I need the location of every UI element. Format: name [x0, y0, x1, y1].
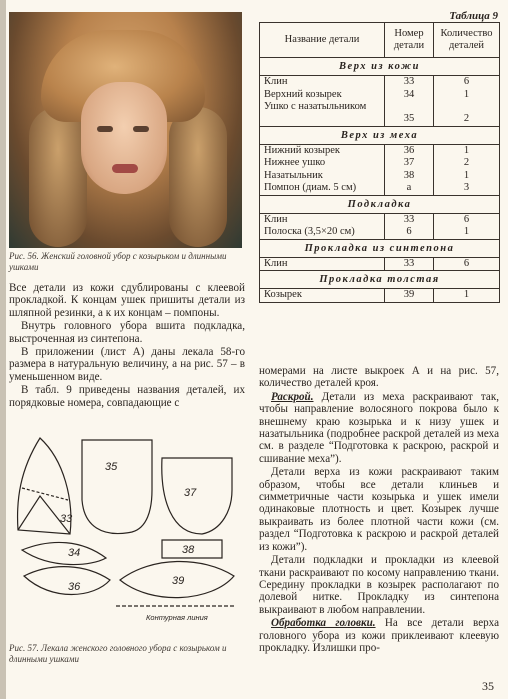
paragraph [259, 391, 499, 465]
part-name: Козырек [264, 289, 302, 300]
part-count: 2 [463, 157, 470, 168]
cell-name [260, 289, 385, 303]
part-count: 1 [463, 289, 470, 300]
table-section-row [260, 58, 500, 76]
part-count: 1 [463, 88, 470, 100]
cell-count [434, 257, 500, 271]
piece-label-34: 34 [68, 547, 81, 559]
table-row [260, 213, 500, 239]
cell-number [385, 144, 434, 195]
part-name: Нижнее ушко [264, 157, 326, 168]
cell-count [434, 76, 500, 127]
part-number: 37 [403, 157, 415, 168]
paragraph: Внутрь головного убора вшита подкладка, выстроченная из синтепона. [9, 320, 245, 345]
part-name: Клин [264, 76, 288, 87]
pattern-piece-37 [162, 458, 232, 534]
left-eye [97, 126, 113, 132]
section-title: Верх из кожи [260, 58, 500, 76]
paragraph: В табл. 9 приведены названия деталей, их порядковые номера, совпадающие с [9, 384, 245, 409]
header-name: Название детали [260, 23, 385, 58]
part-number: а [406, 182, 412, 193]
cell-name [260, 257, 385, 271]
left-earflap [29, 107, 87, 247]
piece-label-38: 38 [182, 544, 195, 556]
paragraph [259, 617, 499, 654]
cell-name [260, 76, 385, 127]
piece-label-35: 35 [105, 461, 118, 473]
part-name: Помпон (диам. 5 см) [264, 182, 357, 193]
table-header-row [260, 23, 500, 58]
cell-number [385, 257, 434, 271]
model-face [81, 82, 167, 194]
cell-name [260, 213, 385, 239]
lips [112, 164, 138, 173]
part-name: Клин [264, 213, 288, 225]
part-number: 34 [403, 88, 415, 100]
part-number: 33 [403, 213, 415, 225]
paragraph: Все детали из кожи сдублированы с клеевой прокладкой. К концам ушек пришиты детали из шляпной резинки, а к их концам – помпоны. [9, 282, 245, 319]
table-section-row [260, 195, 500, 213]
right-column-text [259, 365, 499, 655]
photo-caption: Рис. 56. Женский головной убор с козырьком и длинными ушками [9, 251, 227, 272]
table-title: Таблица 9 [449, 10, 498, 22]
table-row [260, 289, 500, 303]
part-count: 3 [463, 182, 470, 193]
part-name: Назатыльник [264, 169, 323, 181]
paragraph: Детали подкладки и прокладки из клеевой ткани раскраивают по косому направлению ткани. Середину прокладки в козырек располагают по долевой нитке. Прокладку из синтепона выкраивают в любом направлении. [259, 554, 499, 616]
part-number: 33 [403, 76, 415, 87]
pattern-piece-34 [22, 542, 106, 564]
section-title: Верх из меха [260, 126, 500, 144]
cell-name [260, 144, 385, 195]
table-row [260, 257, 500, 271]
part-number: 33 [403, 257, 415, 269]
cell-number [385, 289, 434, 303]
left-column-text [9, 282, 245, 410]
paragraph-body: Детали из меха раскраивают так, чтобы направление волосяного покрова было к внешнему краю козырька и к низу ушек и назатыльника (подробнее раскрой деталей из меха см. в разделе “Подготовка к раскрою, раскрой и сшивание меха”). [259, 390, 499, 465]
part-name: Ушко с назатыльником [264, 101, 367, 112]
part-count: 1 [463, 169, 470, 181]
piece-label-37: 37 [184, 487, 197, 499]
figure-caption: Рис. 57. Лекала женского головного убора с козырьком и длинными ушками [9, 643, 227, 664]
part-name: Нижний козырек [264, 144, 340, 156]
right-earflap [169, 107, 227, 247]
cell-number [385, 213, 434, 239]
contour-line-label: Контурная линия [146, 613, 208, 622]
page-edge [0, 0, 6, 699]
section-title: Прокладка из синтепона [260, 239, 500, 257]
right-eye [133, 126, 149, 132]
table-section-row [260, 271, 500, 289]
cell-number [385, 76, 434, 127]
part-number: 38 [403, 169, 415, 181]
cell-count [434, 144, 500, 195]
part-count: 6 [463, 257, 470, 269]
cell-count [434, 213, 500, 239]
rubric-processing: Обработка головки. [271, 617, 376, 630]
table-row [260, 76, 500, 127]
part-count: 6 [463, 76, 470, 87]
piece-label-36: 36 [68, 581, 81, 593]
part-number: 36 [403, 144, 415, 156]
part-name: Клин [264, 257, 288, 269]
piece-label-33: 33 [60, 513, 73, 525]
paragraph-body: На все детали верха головного убора из кожи приклеивают клеевую прокладку. Излишки про- [259, 617, 499, 654]
page-number: 35 [482, 679, 494, 693]
part-count: 2 [463, 113, 470, 124]
pattern-piece-36 [24, 567, 110, 595]
section-title: Подкладка [260, 195, 500, 213]
parts-table [259, 22, 500, 303]
rubric-cutting: Раскрой. [271, 390, 314, 403]
section-title: Прокладка толстая [260, 271, 500, 289]
part-count: 6 [463, 213, 470, 225]
table-row [260, 144, 500, 195]
part-number: 6 [406, 226, 412, 237]
part-count: 1 [463, 144, 470, 156]
part-count: 1 [463, 226, 470, 237]
cell-count [434, 289, 500, 303]
piece-label-39: 39 [172, 575, 185, 587]
table-section-row [260, 239, 500, 257]
pattern-diagram [12, 430, 248, 636]
part-number: 39 [403, 289, 415, 300]
part-name: Верхний козырек [264, 88, 342, 100]
part-number: 35 [403, 113, 415, 124]
table-section-row [260, 126, 500, 144]
paragraph: Детали верха из кожи раскраивают таким образом, чтобы все детали клиньев и симметричные части козырька и ушек имели одинаковые плотность и цвет. Козырек лучше выкраивать из более плотной части кожи (см. раздел “Подготовка к раскрою и раскрой деталей из кожи”). [259, 466, 499, 553]
paragraph: В приложении (лист А) даны лекала 58-го размера в натуральную величину, а на рис. 57 – в уменьшенном виде. [9, 346, 245, 383]
header-count: Количество деталей [434, 23, 500, 58]
hat-photo [9, 12, 242, 248]
header-number: Номер детали [385, 23, 434, 58]
paragraph: номерами на листе выкроек А и на рис. 57, количество деталей кроя. [259, 365, 499, 390]
part-name: Полоска (3,5×20 см) [264, 226, 355, 237]
pattern-piece-35 [82, 440, 152, 534]
